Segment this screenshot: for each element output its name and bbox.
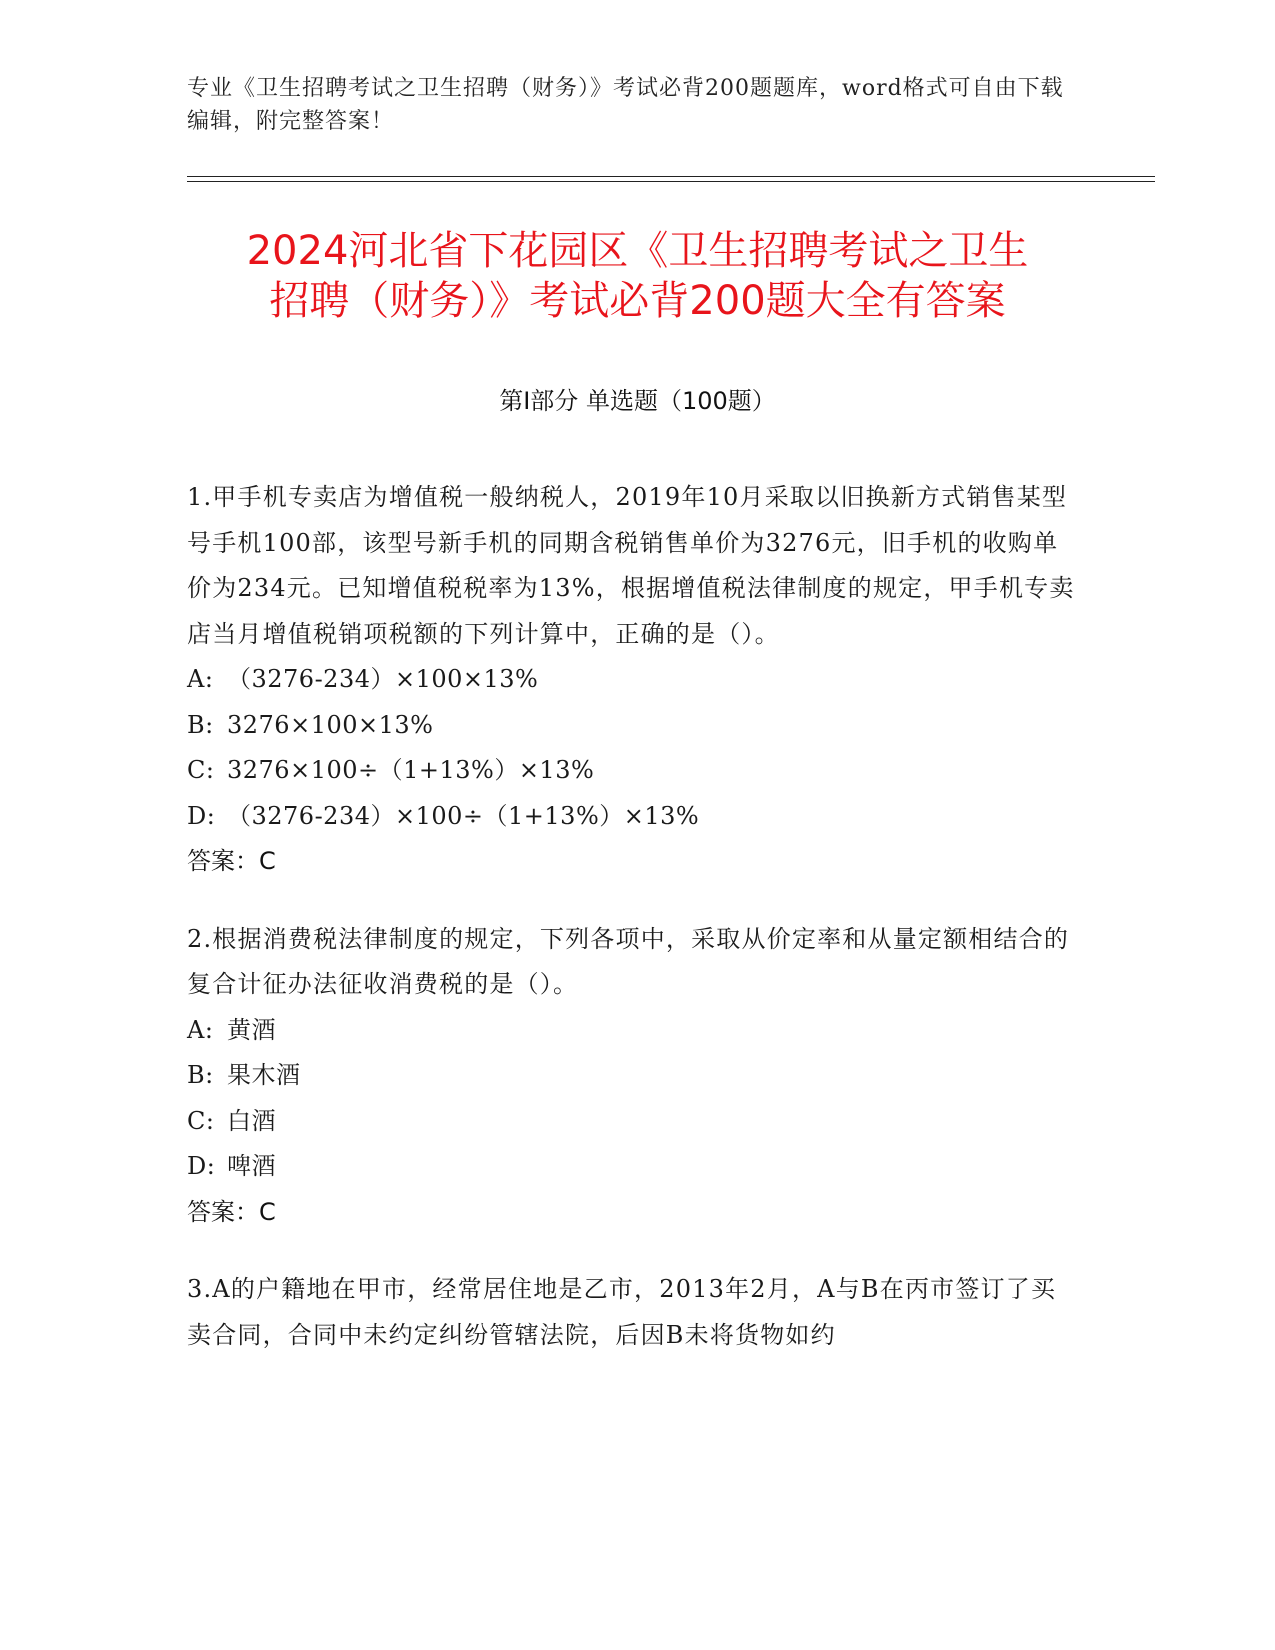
option-d	[187, 794, 1077, 840]
document-title-line-1: 2024河北省下花园区《卫生招聘考试之卫生	[246, 228, 1029, 274]
header-divider-bottom	[187, 181, 1155, 182]
option-key: D:	[187, 801, 216, 830]
document-title-line-2: 招聘（财务）》考试必背200题大全有答案	[269, 278, 1006, 324]
option-text: 3276×100÷（1+13%）×13%	[227, 756, 595, 784]
option-c	[187, 1099, 1077, 1145]
option-key: A:	[187, 665, 214, 693]
option-text: 黄酒	[227, 1015, 276, 1044]
option-key: D:	[187, 1152, 216, 1180]
header-divider-top	[187, 176, 1155, 177]
option-key: A:	[187, 1015, 214, 1044]
header-note: 专业《卫生招聘考试之卫生招聘（财务）》考试必背200题题库，word格式可自由下载编辑，附完整答案！	[187, 76, 1064, 134]
option-text: 啤酒	[227, 1152, 276, 1180]
question-stem: 3.A的户籍地在甲市，经常居住地是乙市，2013年2月，A与B在丙市签订了买卖合同，合同中未约定纠纷管辖法院，后因B未将货物如约	[187, 1275, 1057, 1349]
document-title	[120, 226, 1155, 326]
option-key: B:	[187, 1061, 214, 1089]
question-2	[187, 917, 1077, 1236]
answer-line: 答案：C	[187, 847, 276, 875]
question-stem: 1.甲手机专卖店为增值税一般纳税人，2019年10月采取以旧换新方式销售某型号手机100部，该型号新手机的同期含税销售单价为3276元，旧手机的收购单价为234元。已知增值税税率为13%，根据增值税法律制度的规定，甲手机专卖店当月增值税销项税额的下列计算中，正确的是（）。	[187, 483, 1075, 648]
option-text: 果木酒	[227, 1061, 301, 1089]
question-list	[187, 475, 1077, 1390]
option-a	[187, 1008, 1077, 1054]
option-key: B:	[187, 710, 214, 739]
option-key: C:	[187, 756, 215, 784]
section-title: 第Ⅰ部分 单选题（100题）	[499, 387, 776, 415]
option-text: （3276-234）×100÷（1+13%）×13%	[227, 801, 700, 830]
option-text: 白酒	[227, 1106, 276, 1135]
question-stem: 2.根据消费税法律制度的规定，下列各项中，采取从价定率和从量定额相结合的复合计征办法征收消费税的是（）。	[187, 924, 1070, 998]
option-b	[187, 703, 1077, 749]
option-key: C:	[187, 1106, 215, 1135]
option-d	[187, 1144, 1077, 1190]
option-c	[187, 748, 1077, 794]
option-a	[187, 657, 1077, 703]
option-b	[187, 1053, 1077, 1099]
question-3	[187, 1267, 1077, 1358]
question-1	[187, 475, 1077, 885]
option-text: 3276×100×13%	[227, 710, 434, 739]
option-text: （3276-234）×100×13%	[227, 665, 539, 693]
answer-line: 答案：C	[187, 1197, 276, 1226]
